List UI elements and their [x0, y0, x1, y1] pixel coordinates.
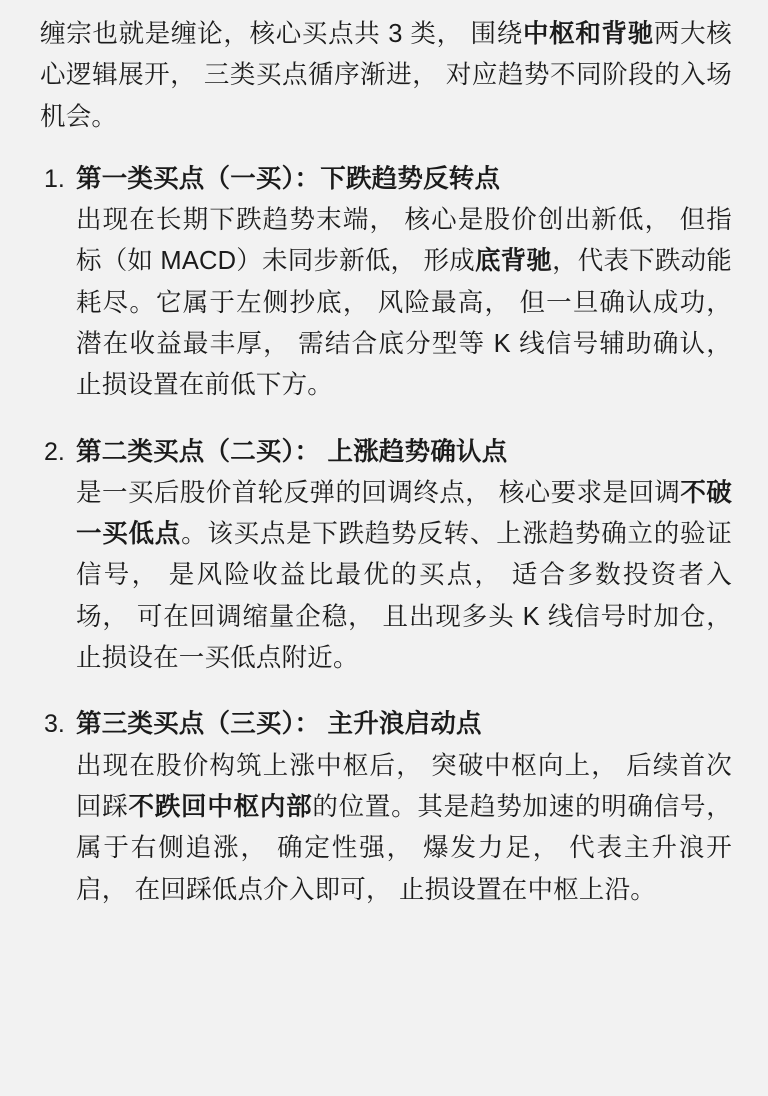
buy-point-body: [76, 746, 732, 911]
list-item: [40, 160, 732, 407]
buy-point-body: [76, 200, 732, 406]
emphasis-text: 不跌回中枢内部: [128, 792, 313, 821]
buy-point-title: 第二类买点（二买）： 上涨趋势确认点: [76, 437, 508, 466]
body-text: 出现在长期下跌趋势末端， 核心是股价创出新低， 但指标（如 MACD）未同步新低， 形成: [76, 206, 732, 276]
buy-point-list: [40, 160, 732, 911]
emphasis-text: 中枢和背驰: [522, 20, 654, 48]
intro-paragraph: [40, 14, 732, 138]
body-text: 是一买后股价首轮反弹的回调终点， 核心要求是回调: [76, 478, 681, 507]
body-text: 两大核心逻辑展开， 三类买点循序渐进， 对应趋势不同阶段的入场机会。: [40, 20, 732, 131]
emphasis-text: 底背驰: [474, 247, 553, 276]
list-item: [40, 433, 732, 680]
body-text: 缠宗也就是缠论，核心买点共 3 类， 围绕: [40, 20, 523, 48]
body-text: 的位置。其是趋势加速的明确信号， 属于右侧追涨， 确定性强， 爆发力足， 代表主升浪开启， 在回踩低点介入即可， 止损设置在中枢上沿。: [76, 792, 733, 904]
buy-point-title: 第三类买点（三买）： 主升浪启动点: [76, 710, 482, 739]
emphasis-text: 不破一买低点: [76, 478, 732, 549]
list-item: [40, 705, 732, 910]
buy-point-body: [76, 473, 732, 679]
buy-point-title: 第一类买点（一买）：下跌趋势反转点: [76, 164, 501, 193]
body-text: ，代表下跌动能耗尽。它属于左侧抄底， 风险最高， 但一旦确认成功， 潜在收益最丰厚， 需结合底分型等 K 线信号辅助确认， 止损设置在前低下方。: [76, 247, 732, 400]
body-text: 。该买点是下跌趋势反转、上涨趋势确立的验证信号， 是风险收益比最优的买点， 适合多数投资者入场， 可在回调缩量企稳， 且出现多头 K 线信号时加仓， 止损设在一买低点附近。: [76, 520, 733, 673]
body-text: 出现在股价构筑上涨中枢后， 突破中枢向上， 后续首次回踩: [76, 751, 732, 821]
